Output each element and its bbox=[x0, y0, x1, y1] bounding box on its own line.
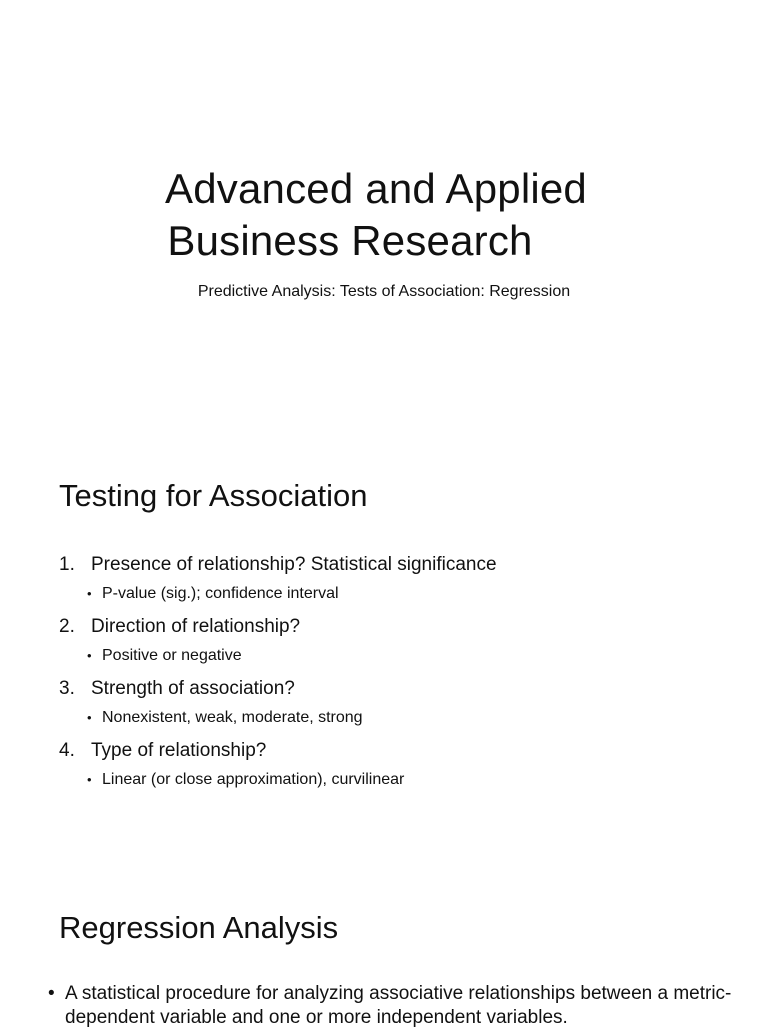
bullet-icon: • bbox=[48, 983, 55, 1004]
bullet-paragraph bbox=[48, 982, 738, 1030]
presentation-subtitle bbox=[0, 281, 768, 303]
presentation-title bbox=[0, 163, 768, 267]
list-item-main bbox=[59, 738, 739, 764]
sub-bullet-text: Linear (or close approximation), curvilinear bbox=[102, 771, 405, 788]
sub-bullet-text: Nonexistent, weak, moderate, strong bbox=[102, 709, 363, 726]
list-item bbox=[59, 552, 739, 614]
list-item bbox=[59, 676, 739, 738]
regression-slide bbox=[0, 864, 768, 1028]
title-slide bbox=[0, 0, 768, 432]
bullet-icon: • bbox=[87, 648, 92, 663]
list-item-main bbox=[59, 552, 739, 578]
list-item-text: Direction of relationship? bbox=[91, 616, 301, 637]
list-item bbox=[59, 614, 739, 676]
sub-bullet bbox=[87, 770, 404, 790]
sub-bullet-text: Positive or negative bbox=[102, 647, 242, 664]
bullet-icon: • bbox=[87, 772, 92, 787]
bullet-icon: • bbox=[87, 586, 92, 601]
list-item bbox=[59, 738, 739, 800]
sub-bullet bbox=[87, 584, 339, 604]
title-line-2: Business Research bbox=[167, 217, 533, 264]
title-line-1: Advanced and Applied bbox=[164, 165, 587, 212]
subtitle-text: Predictive Analysis: Tests of Association: Regression bbox=[197, 283, 571, 300]
list-item-number: 1. bbox=[59, 554, 75, 575]
bullet-icon: • bbox=[87, 710, 92, 725]
list-item-main bbox=[59, 614, 739, 640]
list-item-text: Type of relationship? bbox=[91, 740, 267, 761]
numbered-list bbox=[59, 552, 739, 800]
association-slide bbox=[0, 432, 768, 864]
slide-heading: Regression Analysis bbox=[59, 910, 339, 945]
sub-bullet-text: P-value (sig.); confidence interval bbox=[102, 585, 339, 602]
list-item-number: 2. bbox=[59, 616, 75, 637]
list-item-main bbox=[59, 676, 739, 702]
list-item-number: 3. bbox=[59, 678, 75, 699]
sub-bullet bbox=[87, 708, 363, 728]
list-item-text: Strength of association? bbox=[91, 678, 295, 699]
list-item-number: 4. bbox=[59, 740, 75, 761]
slide-heading: Testing for Association bbox=[59, 478, 368, 513]
bullet-text: A statistical procedure for analyzing associative relationships between a metric-dependent variable and one or more independent variables. bbox=[65, 983, 732, 1028]
sub-bullet bbox=[87, 646, 242, 666]
list-item-text: Presence of relationship? Statistical significance bbox=[91, 554, 497, 575]
